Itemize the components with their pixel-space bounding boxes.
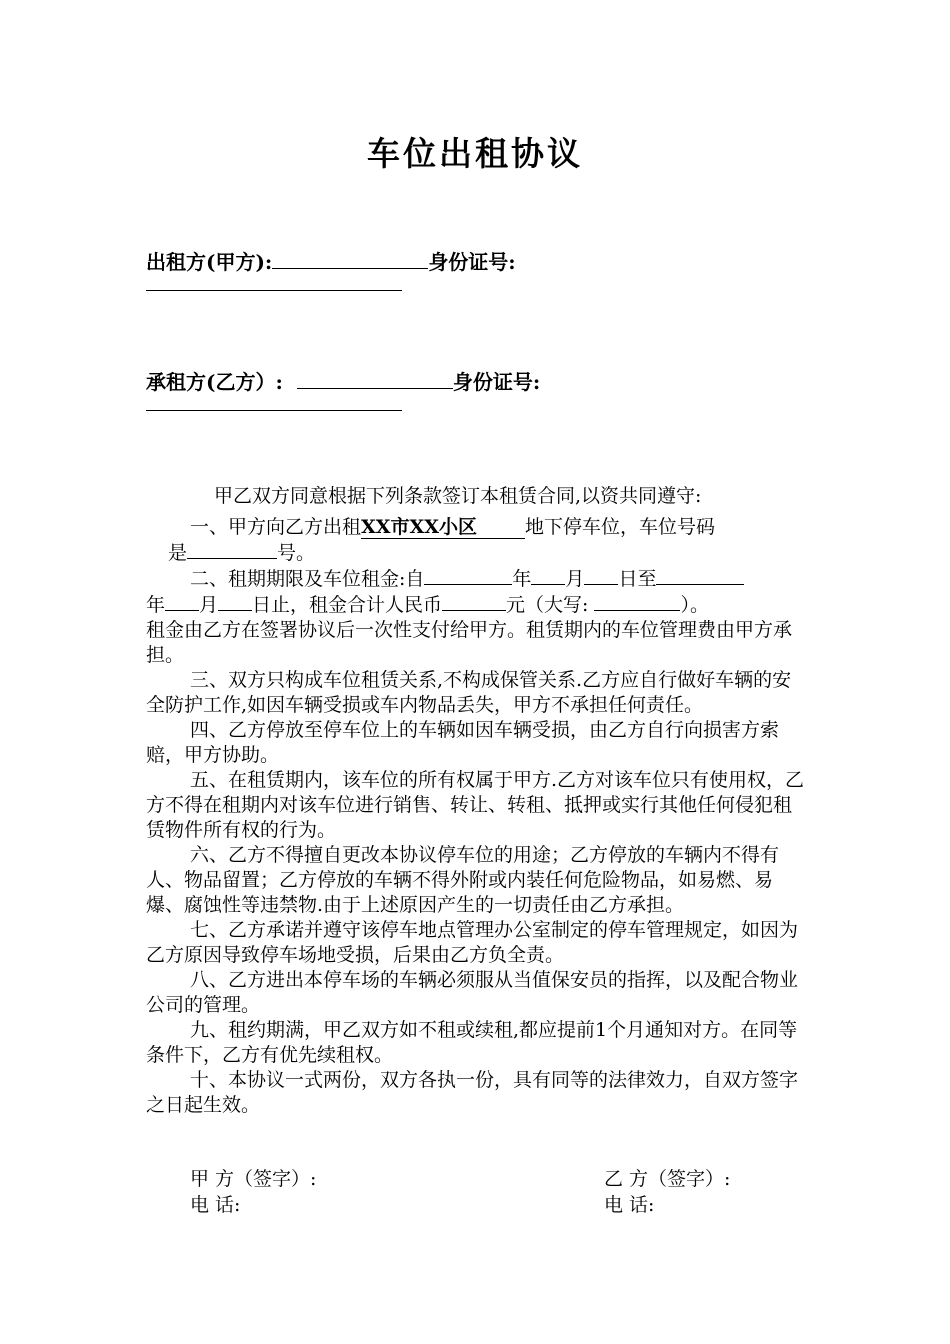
- agreement-body: [146, 484, 806, 1118]
- party-b-phone: 电 话:: [604, 1194, 655, 1216]
- lessee-label: 承租方(乙方）:: [146, 370, 283, 394]
- start-day-blank: [584, 566, 618, 585]
- clause-3: 三、双方只构成车位租赁关系,不构成保管关系.乙方应自行做好车辆的安全防护工作,如因车辆受损或车内物品丢失，甲方不承担任何责任。: [146, 669, 792, 716]
- parking-location: XX市XX小区: [361, 516, 525, 539]
- end-day-blank: [218, 592, 252, 611]
- lessor-name-blank: [272, 248, 428, 269]
- end-month-blank: [165, 592, 199, 611]
- start-month-blank: [531, 566, 565, 585]
- intro-paragraph: 甲乙双方同意根据下列条款签订本租赁合同,以资共同遵守:: [214, 485, 702, 507]
- start-year-blank: [424, 566, 512, 585]
- lessee-id-label: 身份证号:: [452, 370, 541, 394]
- lessor-id-label: 身份证号:: [428, 250, 516, 274]
- clause-9: 九、租约期满，甲乙双方如不租或续租,都应提前1个月通知对方。在同等条件下，乙方有优先续租权。: [146, 1019, 798, 1066]
- party-a-phone: 电 话:: [190, 1194, 241, 1216]
- lessor-id-blank: [146, 290, 402, 291]
- clause-1: 一、甲方向乙方出租XX市XX小区 地下停车位，车位号码 是 号。: [168, 516, 715, 564]
- clause-10: 十、本协议一式两份，双方各执一份，具有同等的法律效力，自双方签字之日起生效。: [146, 1069, 799, 1116]
- lessee-line: [146, 366, 540, 395]
- clause-6: 六、乙方不得擅自更改本协议停车位的用途；乙方停放的车辆内不得有人、物品留置；乙方停放的车辆不得外附或内装任何危险物品，如易燃、易爆、腐蚀性等违禁物.由于上述原因产生的一切责任由乙方承担。: [146, 844, 780, 916]
- rent-amount-blank: [442, 592, 506, 611]
- document-title: 车位出租协议: [367, 134, 583, 173]
- rent-words-blank: [594, 592, 680, 611]
- space-number-blank: [187, 540, 277, 559]
- clause-8: 八、乙方进出本停车场的车辆必须服从当值保安员的指挥，以及配合物业公司的管理。: [146, 969, 799, 1016]
- lessor-line: [146, 246, 516, 275]
- clause-7: 七、乙方承诺并遵守该停车地点管理办公室制定的停车管理规定，如因为乙方原因导致停车场地受损，后果由乙方负全责。: [146, 919, 799, 966]
- party-b-signature: 乙 方（签字）:: [604, 1168, 731, 1190]
- clause-5: 五、在租赁期内，该车位的所有权属于甲方.乙方对该车位只有使用权，乙方不得在租期内对该车位进行销售、转让、转租、抵押或实行其他任何侵犯租赁物件所有权的行为。: [146, 769, 805, 841]
- party-a-signature: 甲 方（签字）:: [190, 1168, 317, 1190]
- lessee-name-blank: [297, 368, 453, 389]
- clause-4: 四、乙方停放至停车位上的车辆如因车辆受损，由乙方自行向损害方索赔，甲方协助。: [146, 719, 780, 766]
- clause-2: 二、租期期限及车位租金:自 年 月 日至 年 月 日止，租金合计人民币 元（大写: ）。 租金由乙方在签署协议后一次性支付给甲方。租赁期内的车位管理费由甲方承担。: [146, 568, 793, 666]
- end-year-blank: [656, 566, 744, 585]
- lessee-id-blank: [146, 410, 402, 411]
- lessor-label: 出租方(甲方):: [146, 250, 273, 274]
